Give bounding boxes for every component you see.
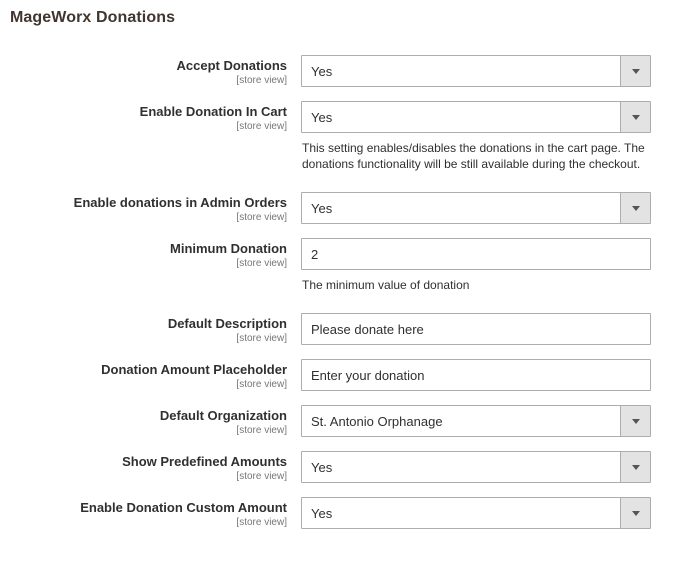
control-wrap [301, 359, 651, 391]
field-default-organization [0, 399, 685, 437]
donation-amount-placeholder-input[interactable] [301, 359, 651, 391]
select-value: Yes [311, 63, 333, 79]
field-scope: [store view] [236, 517, 287, 528]
field-label-wrap [0, 353, 293, 391]
field-note: This setting enables/disables the donations in the cart page. The donations functionality will be still available during the checkout. [302, 141, 645, 171]
chevron-down-icon[interactable] [620, 193, 650, 223]
control-wrap [301, 55, 651, 87]
control-wrap [301, 451, 651, 483]
chevron-down-icon[interactable] [620, 406, 650, 436]
field-label-wrap [0, 445, 293, 483]
field-scope: [store view] [236, 333, 287, 344]
field-label-wrap [0, 95, 293, 133]
field-donation-amount-placeholder [0, 353, 685, 391]
field-accept-donations [0, 49, 685, 87]
field-scope: [store view] [236, 471, 287, 482]
field-label: Enable Donation Custom Amount [80, 500, 287, 515]
chevron-down-icon[interactable] [620, 56, 650, 86]
control-wrap [301, 238, 651, 293]
field-scope: [store view] [236, 121, 287, 132]
field-label-wrap [0, 307, 293, 345]
enable-donation-in-cart-select[interactable] [301, 101, 651, 133]
field-label-wrap [0, 49, 293, 87]
field-control-wrap [293, 399, 685, 437]
field-control-wrap [293, 307, 685, 345]
control-wrap [301, 313, 651, 345]
field-default-description [0, 307, 685, 345]
enable-donations-admin-orders-select[interactable] [301, 192, 651, 224]
control-wrap [301, 405, 651, 437]
field-control-wrap [293, 445, 685, 483]
select-value: Yes [311, 505, 333, 521]
default-description-input[interactable] [301, 313, 651, 345]
field-label-wrap [0, 491, 293, 529]
field-scope: [store view] [236, 258, 287, 269]
select-value: Yes [311, 109, 333, 125]
field-scope: [store view] [236, 379, 287, 390]
field-label: Default Organization [159, 408, 287, 423]
default-organization-select[interactable] [301, 405, 651, 437]
field-show-predefined-amounts [0, 445, 685, 483]
field-label: Enable Donation In Cart [139, 104, 287, 119]
chevron-down-icon[interactable] [620, 498, 650, 528]
show-predefined-amounts-select[interactable] [301, 451, 651, 483]
minimum-donation-input[interactable] [301, 238, 651, 270]
field-label: Show Predefined Amounts [122, 454, 287, 469]
enable-donation-custom-amount-select[interactable] [301, 497, 651, 529]
select-value: Yes [311, 200, 333, 216]
chevron-down-icon[interactable] [620, 102, 650, 132]
field-enable-donations-admin-orders [0, 186, 685, 224]
control-wrap [301, 101, 651, 172]
control-wrap [301, 192, 651, 224]
field-label: Donation Amount Placeholder [101, 362, 287, 377]
field-minimum-donation [0, 232, 685, 293]
select-value: St. Antonio Orphanage [311, 413, 443, 429]
field-label: Default Description [167, 316, 287, 331]
field-label-wrap [0, 186, 293, 224]
field-control-wrap [293, 353, 685, 391]
field-control-wrap [293, 232, 685, 293]
field-scope: [store view] [236, 212, 287, 223]
field-enable-donation-in-cart [0, 95, 685, 172]
field-label-wrap [0, 399, 293, 437]
control-wrap [301, 497, 651, 529]
field-control-wrap [293, 491, 685, 529]
page-title: MageWorx Donations [10, 9, 176, 26]
chevron-down-icon[interactable] [620, 452, 650, 482]
field-label: Enable donations in Admin Orders [73, 195, 287, 210]
select-value: Yes [311, 459, 333, 475]
accept-donations-select[interactable] [301, 55, 651, 87]
field-enable-donation-custom-amount [0, 491, 685, 529]
field-label: Minimum Donation [170, 241, 287, 256]
field-control-wrap [293, 95, 685, 172]
settings-form [0, 49, 685, 529]
field-scope: [store view] [236, 75, 287, 86]
field-scope: [store view] [236, 425, 287, 436]
field-control-wrap [293, 186, 685, 224]
field-label: Accept Donations [176, 58, 287, 73]
field-label-wrap [0, 232, 293, 270]
field-control-wrap [293, 49, 685, 87]
field-note: The minimum value of donation [302, 278, 470, 292]
